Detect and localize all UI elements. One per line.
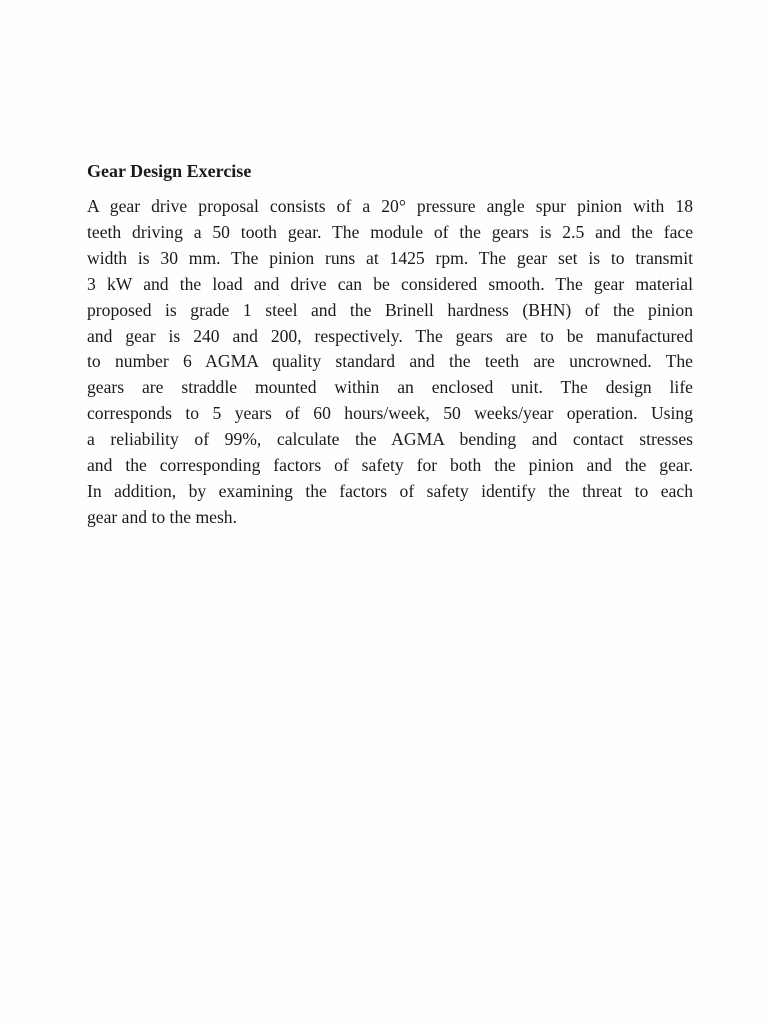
text-line: and the corresponding factors of safety for both the pinion and the gear. [87, 455, 693, 476]
text-line: gears are straddle mounted within an enclosed unit. The design life [87, 377, 693, 398]
text-line: a reliability of 99%, calculate the AGMA bending and contact stresses [87, 429, 693, 450]
text-line: width is 30 mm. The pinion runs at 1425 rpm. The gear set is to transmit [87, 247, 693, 268]
text-line: and gear is 240 and 200, respectively. The gears are to be manufactured [87, 325, 693, 346]
text-line: In addition, by examining the factors of safety identify the threat to each [87, 480, 693, 501]
document-title: Gear Design Exercise [87, 161, 252, 181]
text-line: proposed is grade 1 steel and the Brinell hardness (BHN) of the pinion [87, 299, 693, 320]
text-line: corresponds to 5 years of 60 hours/week, 50 weeks/year operation. Using [87, 403, 693, 424]
text-line: 3 kW and the load and drive can be considered smooth. The gear material [87, 273, 693, 294]
text-line: to number 6 AGMA quality standard and the teeth are uncrowned. The [87, 351, 693, 372]
text-line: teeth driving a 50 tooth gear. The module of the gears is 2.5 and the face [87, 221, 693, 242]
text-line: gear and to the mesh. [87, 506, 237, 527]
problem-statement [87, 194, 693, 531]
text-line: A gear drive proposal consists of a 20° pressure angle spur pinion with 18 [87, 196, 693, 216]
document-content [87, 160, 693, 531]
